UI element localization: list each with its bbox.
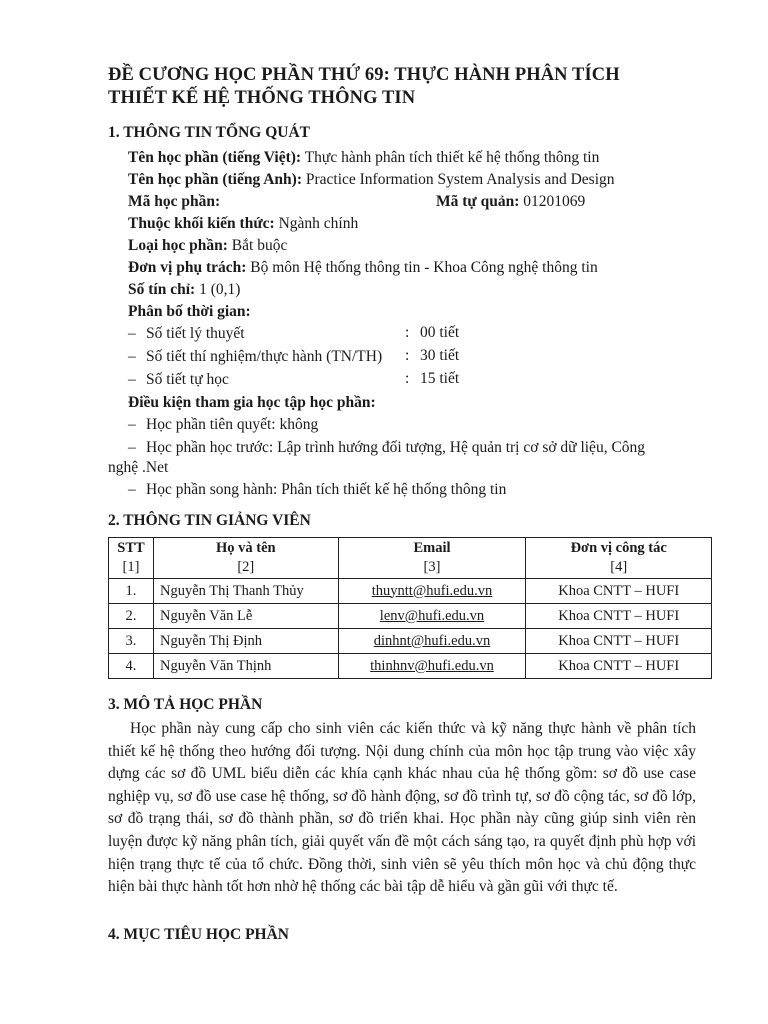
- course-code-label: Mã học phần:: [128, 193, 221, 210]
- table-row: [109, 654, 712, 679]
- column-header: Email [3]: [338, 538, 526, 579]
- column-header: STT [1]: [109, 538, 154, 579]
- row-name: Nguyễn Thị Định: [153, 629, 338, 654]
- time-item-label: Số tiết thí nghiệm/thực hành (TN/TH): [146, 348, 383, 365]
- course-name-en-value: Practice Information System Analysis and Design: [305, 171, 615, 188]
- responsible-unit: [128, 258, 598, 278]
- condition-item: – Học phần học trước: Lập trình hướng đối tượng, Hệ quản trị cơ sở dữ liệu, Công: [128, 439, 646, 456]
- time-item-value: 15 tiết: [420, 370, 460, 387]
- course-type-label: Loại học phần:: [128, 237, 228, 254]
- course-name-vi-value: Thực hành phân tích thiết kế hệ thống thông tin: [304, 149, 600, 166]
- course-name-vi: [128, 148, 599, 168]
- row-unit: Khoa CNTT – HUFI: [526, 604, 712, 629]
- dash: –: [128, 325, 136, 342]
- time-item: [128, 324, 245, 344]
- row-stt: 4.: [109, 654, 154, 679]
- credits-value: 1 (0,1): [199, 281, 241, 298]
- column-header: Họ và tên [2]: [153, 538, 338, 579]
- course-type-value: Bắt buộc: [231, 237, 288, 254]
- table-header-row: [109, 538, 712, 579]
- dash: –: [128, 481, 136, 498]
- row-unit: Khoa CNTT – HUFI: [526, 579, 712, 604]
- responsible-unit-label: Đơn vị phụ trách:: [128, 259, 247, 276]
- time-item: [128, 370, 229, 390]
- responsible-unit-value: Bộ môn Hệ thống thông tin - Khoa Công nghệ thông tin: [250, 259, 598, 276]
- lecturer-table: [108, 537, 712, 679]
- time-allocation-label: Phân bố thời gian:: [128, 303, 251, 320]
- table-row: [109, 604, 712, 629]
- row-unit: Khoa CNTT – HUFI: [526, 654, 712, 679]
- conditions-label: Điều kiện tham gia học tập học phần:: [128, 394, 376, 411]
- row-name: Nguyễn Văn Thịnh: [153, 654, 338, 679]
- course-code: [128, 192, 220, 212]
- table-row: [109, 579, 712, 604]
- table-row: [109, 629, 712, 654]
- email-link[interactable]: thinhnv@hufi.edu.vn: [370, 657, 494, 674]
- course-name-en-label: Tên học phần (tiếng Anh):: [128, 171, 302, 188]
- row-stt: 2.: [109, 604, 154, 629]
- section-1-heading: 1. THÔNG TIN TỔNG QUÁT: [108, 124, 310, 141]
- course-name-vi-label: Tên học phần (tiếng Việt):: [128, 149, 302, 166]
- time-item-label: Số tiết lý thuyết: [146, 325, 245, 342]
- email-link[interactable]: lenv@hufi.edu.vn: [379, 607, 485, 624]
- condition-item: – Học phần song hành: Phân tích thiết kế hệ thống thông tin: [128, 481, 507, 498]
- email-link[interactable]: dinhnt@hufi.edu.vn: [373, 632, 491, 649]
- credits-label: Số tín chỉ:: [128, 281, 196, 298]
- course-type: [128, 236, 287, 256]
- section-2-heading: 2. THÔNG TIN GIẢNG VIÊN: [108, 512, 311, 529]
- condition-item: – Học phần tiên quyết: không: [128, 416, 319, 433]
- row-stt: 3.: [109, 629, 154, 654]
- dash: –: [128, 416, 136, 433]
- section-3-heading: 3. MÔ TẢ HỌC PHẦN: [108, 696, 263, 713]
- knowledge-block: [128, 214, 358, 234]
- self-code: [436, 192, 585, 212]
- row-name: Nguyễn Thị Thanh Thủy: [153, 579, 338, 604]
- title-line-2: THIẾT KẾ HỆ THỐNG THÔNG TIN: [108, 88, 416, 108]
- section-4-heading: 4. MỤC TIÊU HỌC PHẦN: [108, 926, 289, 943]
- email-link[interactable]: thuyntt@hufi.edu.vn: [371, 582, 493, 599]
- time-item-sep: :: [405, 370, 410, 387]
- condition-item-continued: nghệ .Net: [108, 459, 169, 476]
- time-item-value: 00 tiết: [420, 324, 460, 341]
- dash: –: [128, 348, 136, 365]
- time-item: [128, 347, 382, 367]
- dash: –: [128, 439, 136, 456]
- row-unit: Khoa CNTT – HUFI: [526, 629, 712, 654]
- knowledge-value: Ngành chính: [278, 215, 359, 232]
- document-title: [108, 64, 708, 110]
- dash: –: [128, 371, 136, 388]
- knowledge-label: Thuộc khối kiến thức:: [128, 215, 275, 232]
- course-description: Học phần này cung cấp cho sinh viên các kiến thức và kỹ năng thực hành về phân tích thiết kế hệ thống theo hướng đối tượng. Nội dung chính của môn học tập trung vào việc xây dựng các sơ đồ UML biểu diễn các khía cạnh khác nhau của hệ thống gồm: sơ đồ use case nghiệp vụ, sơ đồ use case hệ thống, sơ đồ hành động, sơ đồ trình tự, sơ đồ cộng tác, sơ đồ lớp, sơ đồ trạng thái, sơ đồ thành phần, sơ đồ triển khai. Học phần này cũng giúp sinh viên rèn luyện được kỹ năng phân tích, giải quyết vấn đề một cách sáng tạo, ra quyết định phù hợp với hiện trạng thực tế của tổ chức. Đồng thời, sinh viên sẽ yêu thích môn học và chủ động thực hiện bài thực hành tốt hơn nhờ hệ thống các bài tập dễ hiểu và gần gũi với thực tế.: [108, 720, 696, 896]
- self-code-value: 01201069: [523, 193, 586, 210]
- time-item-sep: :: [405, 347, 410, 364]
- row-stt: 1.: [109, 579, 154, 604]
- time-item-label: Số tiết tự học: [146, 371, 229, 388]
- row-name: Nguyễn Văn Lễ: [153, 604, 338, 629]
- row-email[interactable]: [338, 629, 526, 654]
- row-email[interactable]: [338, 604, 526, 629]
- course-name-en: [128, 170, 615, 190]
- credits: [128, 280, 240, 300]
- self-code-label: Mã tự quản:: [436, 193, 520, 210]
- title-line-1: ĐỀ CƯƠNG HỌC PHẦN THỨ 69: THỰC HÀNH PHÂN TÍCH: [108, 65, 620, 85]
- row-email[interactable]: [338, 579, 526, 604]
- column-header: Đơn vị công tác [4]: [526, 538, 712, 579]
- row-email[interactable]: [338, 654, 526, 679]
- time-item-value: 30 tiết: [420, 347, 460, 364]
- time-item-sep: :: [405, 324, 410, 341]
